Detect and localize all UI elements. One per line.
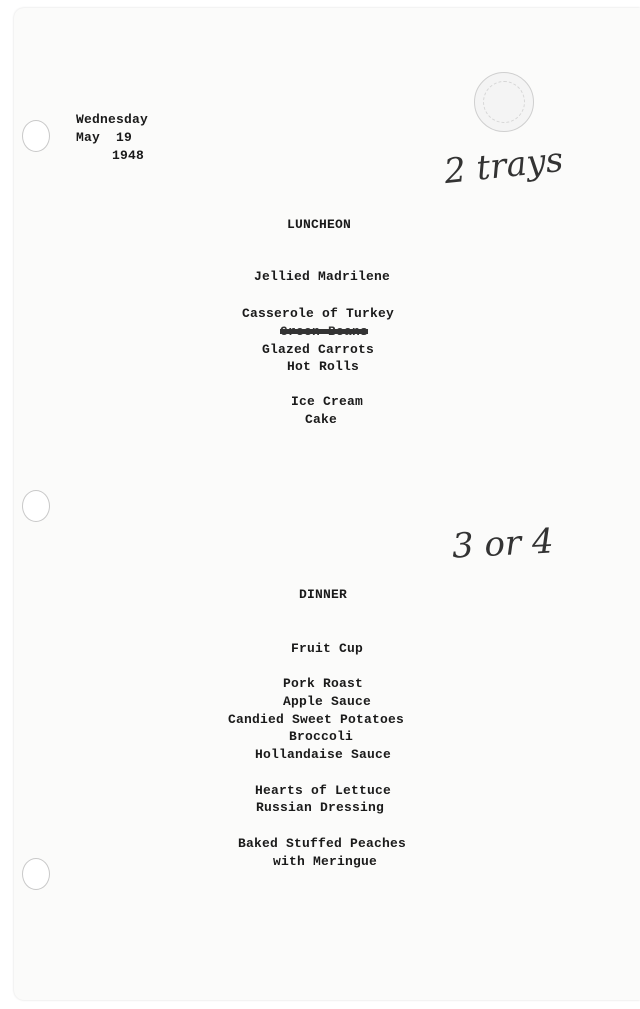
luncheon-item: Ice Cream	[291, 394, 364, 409]
dinner-item: Hearts of Lettuce	[255, 783, 392, 798]
dinner-heading: DINNER	[299, 587, 348, 602]
handwritten-count-note: 3 or 4	[451, 521, 555, 567]
dinner-item: with Meringue	[273, 854, 378, 869]
dinner-item: Fruit Cup	[291, 641, 364, 656]
dinner-item: Apple Sauce	[283, 694, 372, 709]
handwritten-trays-note: 2 trays	[442, 139, 566, 193]
luncheon-item: Glazed Carrots	[262, 342, 375, 357]
dinner-item: Broccoli	[289, 729, 354, 744]
dinner-item: Baked Stuffed Peaches	[238, 836, 407, 851]
archive-stamp	[474, 72, 534, 132]
date-weekday: Wednesday	[76, 112, 149, 127]
dinner-item: Candied Sweet Potatoes	[228, 712, 405, 727]
luncheon-item-struck: Green Beans	[280, 324, 369, 339]
luncheon-heading: LUNCHEON	[287, 217, 352, 232]
date-month-day: May 19	[76, 130, 133, 145]
dinner-item: Pork Roast	[283, 676, 364, 691]
binder-hole-top	[22, 120, 50, 152]
binder-hole-bottom	[22, 858, 50, 890]
luncheon-item: Jellied Madrilene	[254, 269, 391, 284]
luncheon-item: Hot Rolls	[287, 359, 360, 374]
binder-hole-middle	[22, 490, 50, 522]
luncheon-item: Cake	[305, 412, 338, 427]
dinner-item: Hollandaise Sauce	[255, 747, 392, 762]
luncheon-item: Casserole of Turkey	[242, 306, 395, 321]
date-year: 1948	[112, 148, 145, 163]
dinner-item: Russian Dressing	[256, 800, 385, 815]
